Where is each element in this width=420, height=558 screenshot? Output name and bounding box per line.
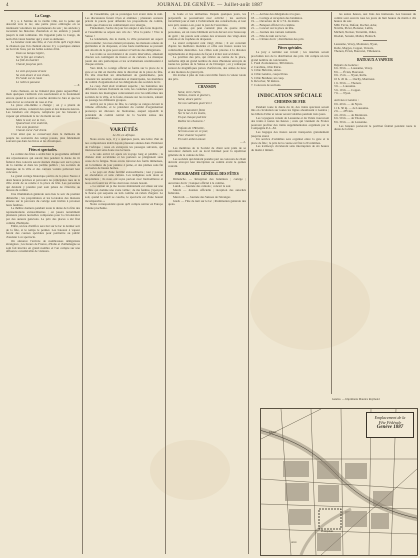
chanson-heading: CHANSON [198, 85, 216, 90]
newspaper-page [2, 0, 418, 558]
page-number: 4 [6, 3, 9, 8]
festival-map [260, 408, 418, 556]
map-label-plainpalais: Plainpalais [321, 530, 334, 533]
city-blocks [283, 461, 393, 551]
column-divider [248, 12, 249, 554]
column-5: les autres heures, aux frais des intéressés. Les bureaux du comité sont ouverts tous les jours de huit heures du matin à dix heures du soir. MM. Favre, Dufour, Rochat, Ador, Naville, Pictet, Boissier, Lullin, Micheli, Necker, Turrettini, Odier, Diodati, Sarasin, Mallet, Hentsch. Lausanne, Vevey, Montreux, Nyon, Rolle, Morges, Coppet, Versoix, Thonon, Évian, Bouveret, Villeneuve. BATEAUX A VAPEUR Départs de Genève : 6 h. 30 m. — Lausanne, Vevey. 8 h. — Évian, Bouveret. 9 h. 15 m. — Nyon, Rolle. 10 h. 45 m. — Ouchy, Montreux. 1 h. 30 m. — Thonon. 3 h. — Lausanne. 5 h. 10 m. — Coppet. 7 h. — Nyon. Arrivées à Genève : 9 h. 40 m. — de Nyon. 11 h. 30 m. — de Lausanne. 2 h. — d'Évian. 4 h. 20 m. — de Montreux. 6 h. 50 m. — de Thonon. 8 h. 30 m. — de Lausanne. Les bateaux porteront le pavillon fédéral pendant toute la durée de la fête. [334, 13, 416, 132]
map-label-arve: Arve [291, 541, 297, 544]
legend-line-2: Fête Fédérale [378, 420, 402, 425]
column-divider [331, 12, 332, 394]
column-4: 17. — Arrivée des délégations à la gare. 18. — Cortège et réception des bannières. 19. — Ouverture du tir à 7 h. du matin. 20. — Banquet officiel à la cantine. 21. — Concert sur la place de fête. 22. — Journée des cantons romands. 23. — Fête de nuit sur le lac. 24. — Clôture du tir ; distribution des prix. Pièces spéciales. Le jury a terminé son travail ; les résultats seront proclamés lors de la distribution des prix. On compte un très grand nombre de concurrents. 1. Fusil d'ordonnance, 300 mètres. 2. Carabine, cible Patrie. 3. Cible Helvétia, séries. 4. Cible Genève, coups libres. 5. Cible Bonheur, un coup. 6. Revolver, 50 mètres. 7. Concours de sections. INDICATION SPÉCIALE CHEMINS DE FER Pendant toute la durée du tir, des trains spéciaux seront mis en circulation sur toutes les lignes aboutissant à Genève ; les billets d'aller et retour seront valables pendant trois jours. Les voyageurs venant de Lausanne et du Valais trouveront des trains à toutes les heures ; ceux qui viennent de France pourront profiter des trains supplémentaires organisés par la Compagnie P.-L.-M. Les bagages des tireurs seront transportés gratuitement jusqu'au stand. Un service d'omnibus sera organisé entre la gare et la place de fête ; le prix de la course est fixé à 20 centimes. Les tramways circuleront sans interruption de six heures du matin à minuit. [251, 13, 329, 152]
la-cange-heading: La Cange. [35, 14, 51, 18]
column-divider [82, 12, 83, 554]
programme-heading: PROGRAMME GÉNÉRAL DES FÊTES [175, 172, 239, 177]
column-1: La Cange. Il y a, à l'entrée de la vieille ville, sur la pente qui descend vers le lac, une petite place ombragée où se réunissent volontiers les promeneurs du soir ; les anciens y racontent les histoires d'autrefois et les enfants y jouent jusqu'à la nuit tombante. On l'appelait jadis la Cange, du nom d'un vieux batelier qui y avait sa demeure. Le batelier avait une fille, et c'est d'elle qu'il s'agit dans la chanson que l'on chantait encore il y a quelques années au bord de l'eau, par les belles soirées d'été. Dans sa barque légère, Sur le flot qui s'endort, La fille du batelier Chante jusqu'au port. Le vent qui passe écoute Sa voix douce et son chant, Et l'onde sur la route Le redit en passant. — X. Cette chanson, on ne l'entend plus guère aujourd'hui ; mais quelques vieillards s'en souviennent et la fredonnent encore quand le soleil se couche derrière le Jura et que les eaux du lac se colorent de rose et d'or. La place elle-même a changé ; on y a planté de nouveaux arbres, construit des quais et des maisons neuves. Les bateliers ont disparu, remplacés par les bateaux à vapeur qui sillonnent le lac du matin au soir. Mais le soir, sur la rive, Quand tout s'est endormi, Une voix plaintive Chante encor l'air d'ami. C'est ainsi que se conservent dans la mémoire du peuple les souvenirs des temps passés, plus fidèlement souvent que dans les livres et les chroniques. Fêtes et spectacles. Le comité des fêtes a arrêté hier le programme définitif des réjouissances qui auront lieu pendant la durée du tir fédéral. Des concerts seront donnés chaque soir sur la place de la cantine et dans les jardins publics ; les sociétés de musique de la ville et des cantons voisins prêteront leur concours. Le grand cortège historique partira de la place Neuve à deux heures précises et parcourra les principales rues de la ville avant de se rendre à la place de fête. Les personnes qui désirent y prendre part sont priées de s'inscrire au bureau du comité. Une illumination générale aura lieu le soir du premier dimanche ; les propriétaires et les locataires des maisons situées sur le parcours du cortège sont invités à pavoiser leurs fenêtres. Le théâtre donnera pendant toute la durée de la fête des représentations extraordinaires ; on jouera notamment plusieurs pièces nouvelles composées pour la circonstance par des auteurs genevois. Le prix des places a été fixé comme d'habitude. Enfin, un feu d'artifice sera tiré sur le lac le dernier soir de la fête, si le temps le permet. Les bateaux à vapeur feront des courses spéciales pour permettre au public d'assister à ce spectacle. On annonce l'arrivée de nombreuses délégations étrangères ; les tireurs de France, d'Italie et d'Allemagne se sont fait inscrire en grand nombre et l'on compte sur une affluence considérable de visiteurs. [6, 14, 80, 254]
fetes-heading: Fêtes et spectacles. [28, 147, 58, 152]
pieces-heading: Pièces spéciales. [277, 45, 303, 50]
map-legend [366, 412, 414, 438]
legend-line-1: Emplacement de la [374, 415, 406, 420]
varietes-subheading: Le Dr. en Afrique. [112, 132, 136, 137]
bateaux-heading: BATEAUX A VAPEUR [357, 57, 393, 62]
running-title: JOURNAL DE GENÈVE. — Juillet-août 1887 [157, 3, 263, 8]
running-head [2, 2, 418, 10]
imprint: Genève. — Imprimerie Maurice Reymond [332, 398, 380, 401]
legend-line-3: Genève 1887 [376, 425, 404, 430]
column-divider [165, 12, 166, 554]
indication-heading: INDICATION SPÉCIALE [257, 93, 323, 100]
map-label-rhone: Rhône [269, 431, 277, 434]
column-3: la foule et les uniformes. Depuis quelques jours, les préparatifs se poursuivent avec activité ; les ouvriers travaillent jour et nuit à l'achèvement des constructions, et tout sera prêt, assure-t-on, pour le jour de l'ouverture. La cantine, qui peut contenir plus de quatre mille personnes, est un vaste bâtiment en bois décoré avec beaucoup de goût ; les parois sont ornées des écussons des vingt-deux cantons et de trophées de drapeaux. Le stand comprend cent vingt cibles ; il est construit d'après les meilleurs modèles et offre aux tireurs toutes les commodités désirables. Les cibles sont placées à la distance réglementaire et disposées de façon à éviter tout accident. Le pavillon des prix, qui s'élève au centre de la place, renferme déjà un grand nombre de dons d'honneur envoyés de toutes les parties de la Suisse et de l'étranger ; on y remarque surtout de magnifiques pièces d'orfèvrerie, des armes de luxe et des montres de grand prix. On évalue à plus de trois cent mille francs la valeur totale des prix. CHANSON Salut, terre chérie, Vallons, monts et glaciers, Salut, douce patrie De nos vaillants guerriers ! Que ta bannière flotte Sur le lac et les monts, Et que chaque patriote Redise tes chansons ! Enfants de l'Helvétie, Serrons-nous en ce jour, Pour chanter la patrie Et notre ardent amour. — L. Les membres de la Société de chant sont priés de se rencontrer demain soir au local habituel pour la répétition générale de la cantate de fête. Les sociétés qui désirent prendre part au concours de chant doivent envoyer leur inscription au comité avant le quinze courant. PROGRAMME GÉNÉRAL DES FÊTES Dimanche. — Réception des bannières ; cortège ; ouverture du tir ; banquet officiel à la cantine. Lundi. — Journée des cantons ; concert le soir. Mardi. — Journée officielle ; réception des autorités fédérales. Mercredi. — Journée des Suisses de l'étranger. Jeudi. — Fête de nuit sur le lac ; illumination générale des quais. [168, 13, 246, 207]
chemins-heading: CHEMINS DE FER [274, 100, 306, 105]
column-2: de l'assemblée, qui se prolongea fort avant dans la nuit. Les discussions furent vives et animées ; plusieurs orateurs prirent la parole pour défendre les propositions du comité, tandis que d'autres les combattaient avec énergie. Finalement, l'ordre du jour fut adopté à une forte majorité, et l'assemblée se sépara aux cris de : Vive la patrie ! Vive la Suisse ! Le lendemain, dès le matin, la ville présentait un aspect inaccoutumé ; les rues étaient pavoisées, les maisons ornées de guirlandes et de drapeaux, et une foule nombreuse se pressait aux abords de la gare pour assister à l'arrivée des délégations. Les trains se succédaient à de courts intervalles, amenant chacun son contingent de tireurs et de curieux. La musique jouait des airs patriotiques et les acclamations retentissaient à chaque arrivée. Vers midi, le cortège officiel se forma sur la place de la gare et se mit en marche dans la direction de la place de fête. En tête marchait un détachement de gendarmerie, puis venaient les autorités cantonales et municipales, les membres du comité d'organisation et les délégations des sociétés de tir. Le coup d'œil était vraiment superbe ; les bannières des différents cantons flottaient au vent, les costumes pittoresques des tireurs des montagnes contrastaient avec les uniformes des sociétés de la ville, et la foule, massée sur les trottoirs, saluait au passage les différents groupes. Arrivé sur la place de fête, le cortège se rangea devant la tribune officielle, et le président du comité d'organisation prononça un discours de bienvenue, auquel répondit le président du comité central de la Société suisse des carabiniers. VARIÉTÉS Le Dr. en Afrique. Nous avons reçu, il y a quelques jours, une lettre d'un de nos compatriotes établi depuis plusieurs années dans l'intérieur de l'Afrique ; nous en extrayons les passages suivants, qui intéresseront sans doute nos lecteurs. « Je suis arrivé ici après un voyage long et pénible ; la chaleur était accablante et les porteurs se plaignaient sans cesse de la fatigue. Nous avons traversé des forêts immenses, où la lumière du jour pénètre à peine, et des plaines sans fin couvertes de hautes herbes. » Le pays est d'une fertilité extraordinaire ; tout y pousse en abondance et sans culture. Les indigènes sont doux et hospitaliers ; ils nous ont reçus partout avec bienveillance et nous ont fourni les vivres dont nous avions besoin. » La station où je me trouve maintenant est située sur une colline qui domine une vaste vallée ; de ma fenêtre, j'aperçois le fleuve qui serpente au loin comme un ruban d'argent. Le soir, quand le soleil se couche, le spectacle est d'une beauté incomparable. » Notre correspondant ajoute qu'il compte rentrer en Europe l'année prochaine. [85, 13, 163, 210]
head-rule [4, 10, 416, 11]
varietes-heading: VARIÉTÉS [109, 126, 139, 133]
